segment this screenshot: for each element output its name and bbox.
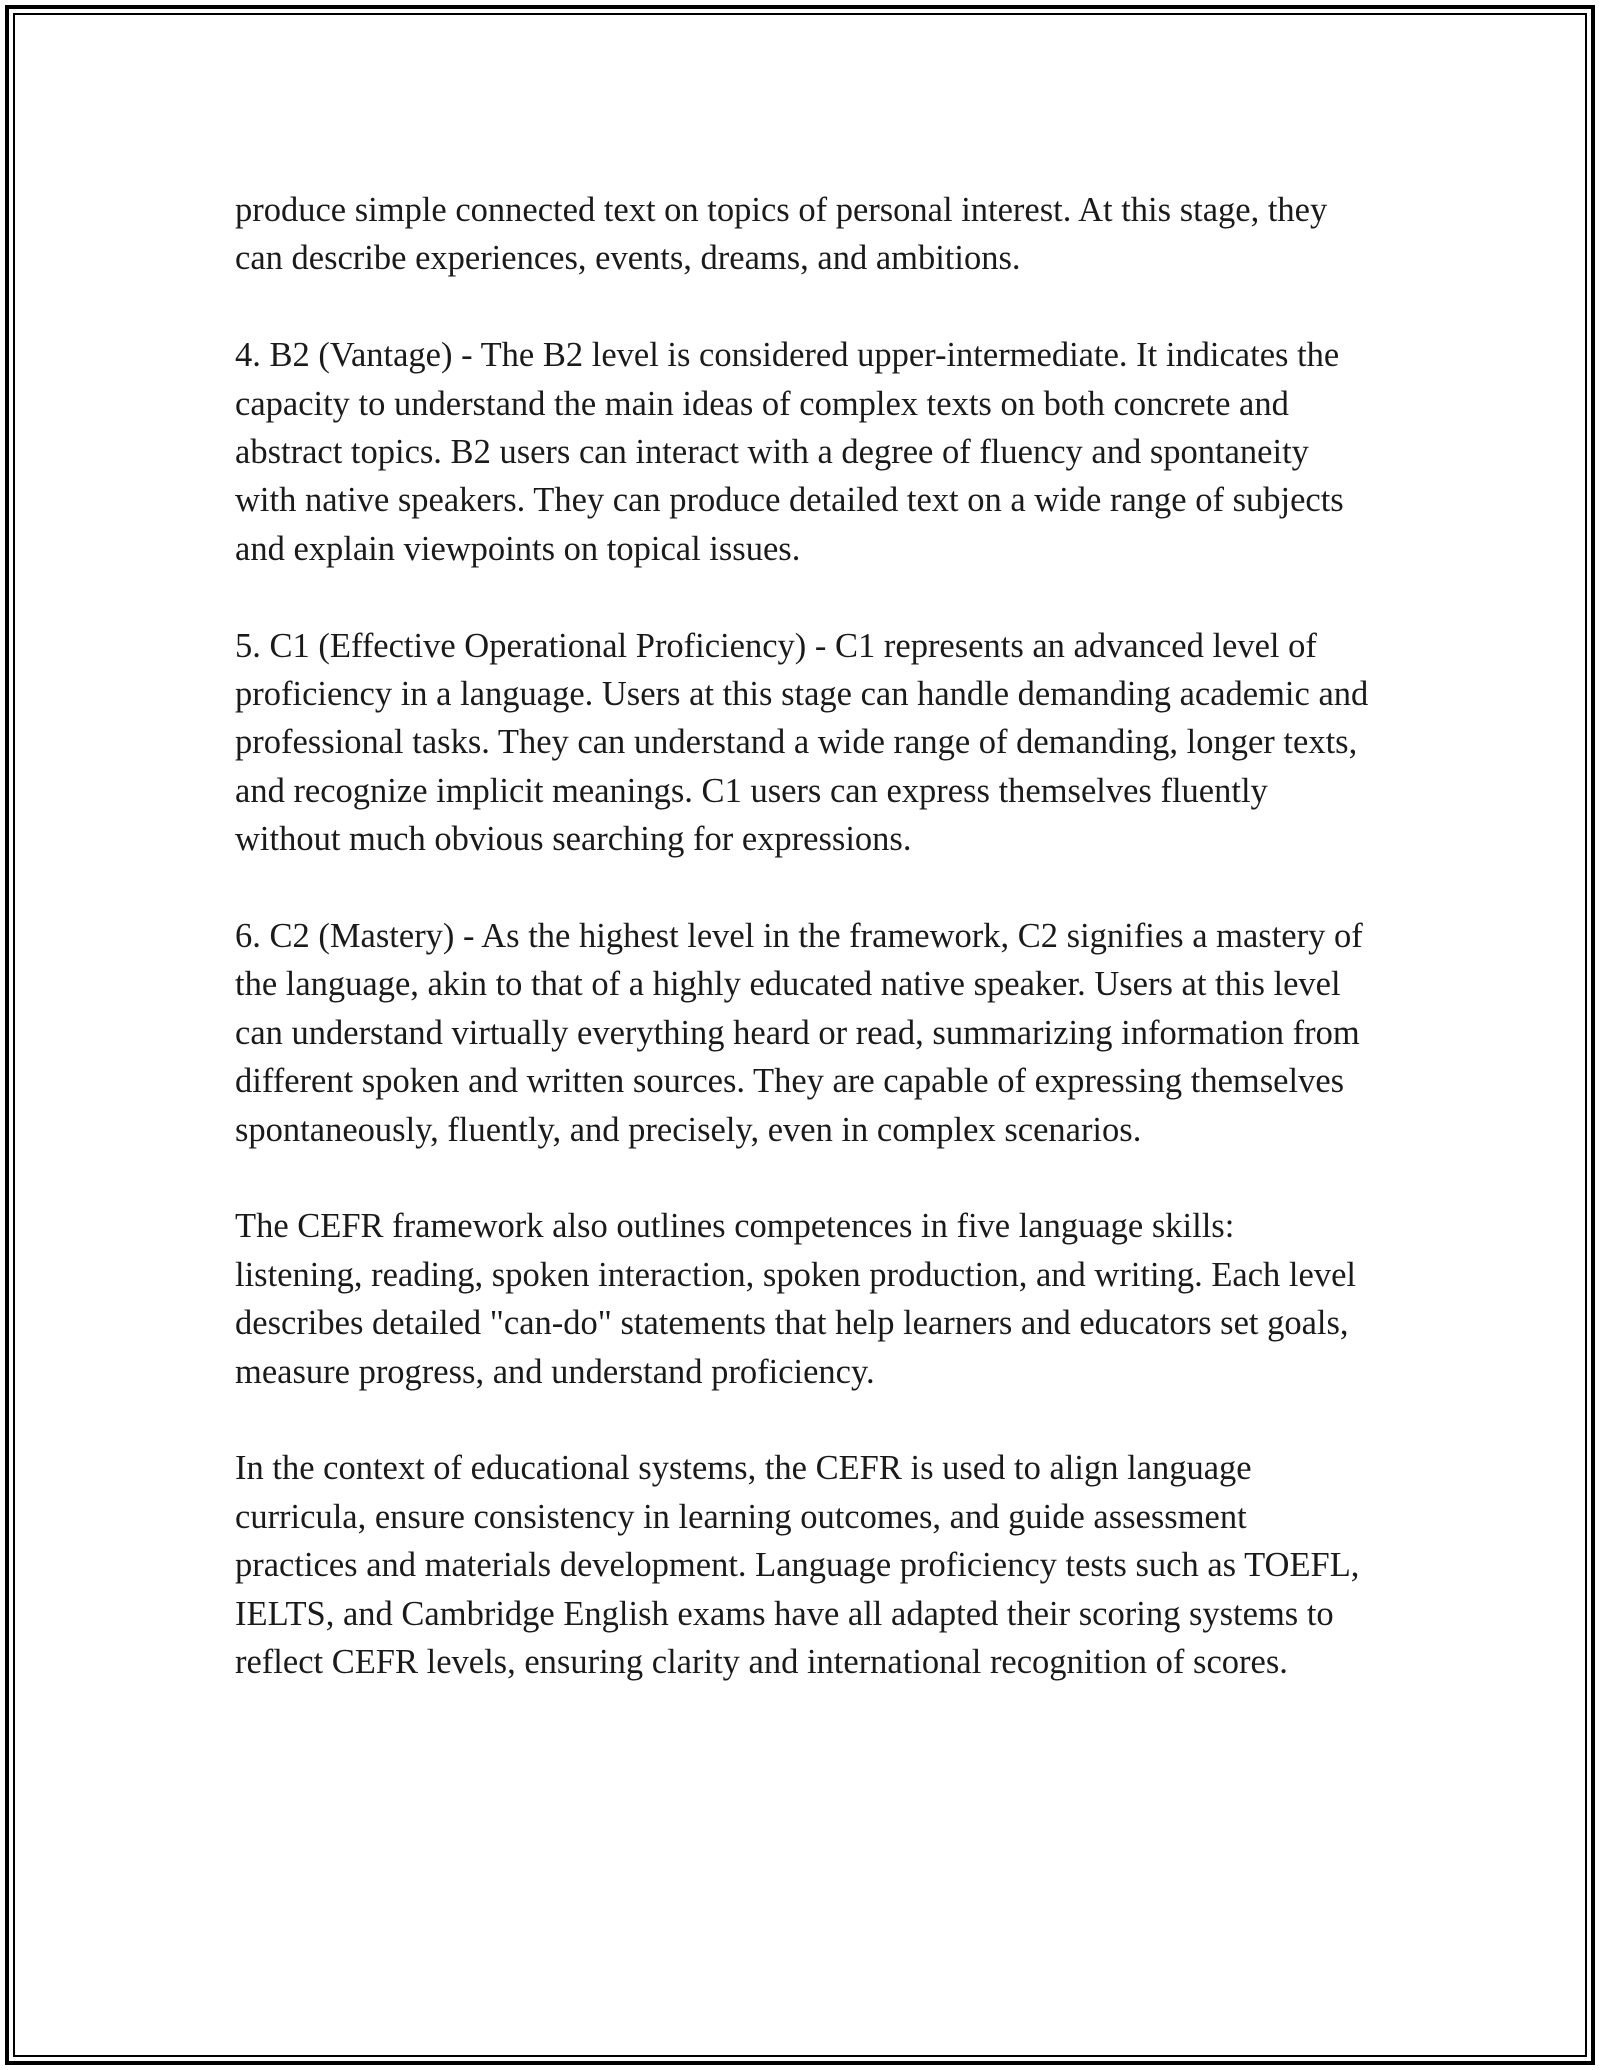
paragraph-b2-vantage: 4. B2 (Vantage) - The B2 level is considered upper-intermediate. It indicates the capacity to understand the main ideas of complex texts on both concrete and abstract topics. B2 users can interact with a degree of fluency and spontaneity with native speakers. They can produce detailed text on a wide range of subjects and explain viewpoints on topical issues. — [235, 336, 1344, 568]
document-body — [235, 186, 1370, 1735]
paragraph-educational-context: In the context of educational systems, the CEFR is used to align language curricula, ensure consistency in learning outcomes, and guide assessment practices and materials development. Language proficiency tests such as TOEFL, IELTS, and Cambridge English exams have all adapted their scoring systems to reflect CEFR levels, ensuring clarity and international recognition of scores. — [235, 1449, 1360, 1682]
paragraph-c2-mastery: 6. C2 (Mastery) - As the highest level in the framework, C2 signifies a mastery of the language, akin to that of a highly educated native speaker. Users at this level can understand virtually everything heard or read, summarizing information from different spoken and written sources. They are capable of expressing themselves spontaneously, fluently, and precisely, even in complex scenarios. — [235, 917, 1363, 1149]
paragraph-b1-continuation: produce simple connected text on topics of personal interest. At this stage, they can describe experiences, events, dreams, and ambitions. — [235, 191, 1328, 278]
paragraph-c1-proficiency: 5. C1 (Effective Operational Proficiency) - C1 represents an advanced level of proficiency in a language. Users at this stage can handle demanding academic and professional tasks. They can understand a wide range of demanding, longer texts, and recognize implicit meanings. C1 users can express themselves fluently without much obvious searching for expressions. — [235, 626, 1369, 859]
paragraph-cefr-skills: The CEFR framework also outlines competences in five language skills: listening, reading, spoken interaction, spoken production, and writing. Each level describes detailed "can-do" statements that help learners and educators set goals, measure progress, and understand proficiency. — [235, 1207, 1356, 1391]
